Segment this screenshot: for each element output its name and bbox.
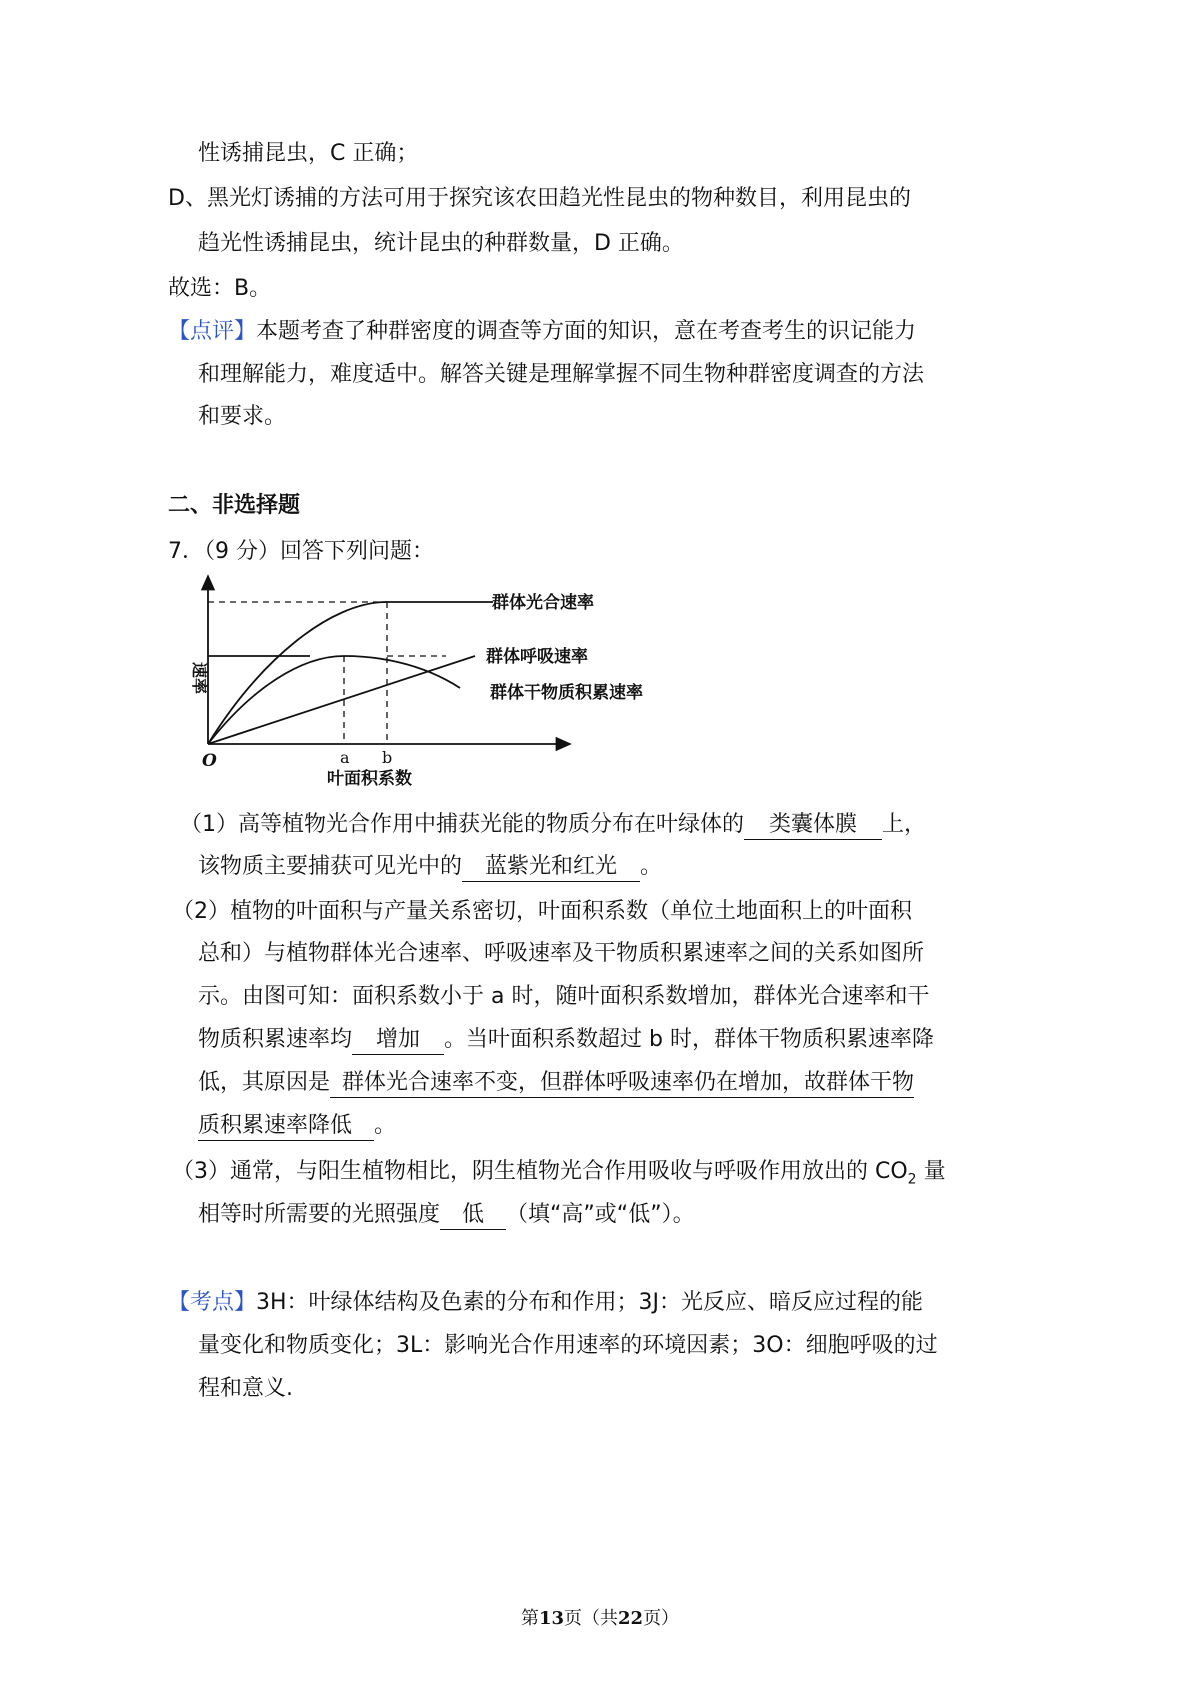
- q3-line2: 相等时所需要的光照强度 低 （填“高”或“低”）。: [198, 1200, 695, 1230]
- series-label-respiration: 群体呼吸速率: [486, 647, 588, 667]
- option-c-tail: 性诱捕昆虫，C 正确；: [198, 141, 419, 166]
- review-line2: 和理解能力，难度适中。解答关键是理解掌握不同生物种群密度调查的方法: [198, 362, 925, 387]
- page-total: 22: [618, 1608, 644, 1629]
- option-d-line2: 趋光性诱捕昆虫，统计昆虫的种群数量，D 正确。: [198, 231, 684, 256]
- q1-line2: 该物质主要捕获可见光中的 蓝紫光和红光 。: [198, 852, 662, 882]
- q2-line3: 示。由图可知：面积系数小于 a 时，随叶面积系数增加，群体光合速率和干: [198, 984, 930, 1009]
- x-axis-label: 叶面积系数: [327, 769, 412, 789]
- kaodian-tag: 【考点】: [168, 1290, 257, 1315]
- question-stem: 7．（9 分）回答下列问题：: [168, 539, 434, 564]
- q2-answer-1: 增加: [352, 1026, 444, 1055]
- q3-line1: （3）通常，与阳生植物相比，阴生植物光合作用吸收与呼吸作用放出的 $CO_2$ 量: [172, 1159, 946, 1188]
- q2-line1: （2）植物的叶面积与产量关系密切，叶面积系数（单位土地面积上的叶面积: [172, 899, 912, 924]
- q2-line2: 总和）与植物群体光合速率、呼吸速率及干物质积累速率之间的关系如图所: [198, 941, 925, 966]
- review-text: 本题考查了种群密度的调查等方面的知识，意在考查考生的识记能力: [256, 319, 917, 344]
- review-tag: 【点评】: [168, 319, 257, 344]
- leaf-area-chart: [160, 570, 680, 800]
- q3-answer: 低: [440, 1201, 506, 1230]
- q2-line5: 低，其原因是 群体光合速率不变，但群体呼吸速率仍在增加，故群体干物: [198, 1068, 914, 1098]
- kaodian-line2: 量变化和物质变化；3L：影响光合作用速率的环境因素；3O：细胞呼吸的过: [198, 1333, 938, 1358]
- review-line1: [168, 317, 916, 347]
- series-photosynthesis-line: [208, 602, 493, 744]
- q1-line1: （1）高等植物光合作用中捕获光能的物质分布在叶绿体的 类囊体膜 上，: [180, 810, 926, 840]
- page-footer: 第13页（共22页）: [520, 1608, 680, 1629]
- series-label-photosynthesis: 群体光合速率: [492, 593, 594, 613]
- q1-answer-2: 蓝紫光和红光: [462, 853, 640, 882]
- kaodian-line3: 程和意义.: [198, 1376, 293, 1401]
- series-label-drymatter: 群体干物质积累速率: [490, 683, 643, 703]
- answer-choice: 故选：B。: [168, 276, 272, 301]
- q2-line4: 物质积累速率均 增加 。当叶面积系数超过 b 时，群体干物质积累速率降: [198, 1025, 934, 1055]
- q2-answer-2b: 质积累速率降低: [198, 1112, 374, 1141]
- y-axis-label: 速率: [190, 662, 209, 695]
- x-mark-b: b: [382, 748, 393, 767]
- review-line3: 和要求。: [198, 404, 287, 429]
- q1-answer-1: 类囊体膜: [744, 811, 882, 840]
- origin-label: O: [202, 751, 217, 771]
- q2-line6: 质积累速率降低 。: [198, 1111, 396, 1141]
- q2-answer-2a: 群体光合速率不变，但群体呼吸速率仍在增加，故群体干物: [330, 1069, 914, 1098]
- kaodian-line1: 【考点】3H：叶绿体结构及色素的分布和作用；3J：光反应、暗反应过程的能: [168, 1290, 924, 1315]
- section-title: 二、非选择题: [168, 493, 301, 518]
- option-d-line1: D、黑光灯诱捕的方法可用于探究该农田趋光性昆虫的物种数目，利用昆虫的: [168, 186, 911, 211]
- x-mark-a: a: [340, 748, 350, 767]
- page-number: 13: [538, 1608, 564, 1629]
